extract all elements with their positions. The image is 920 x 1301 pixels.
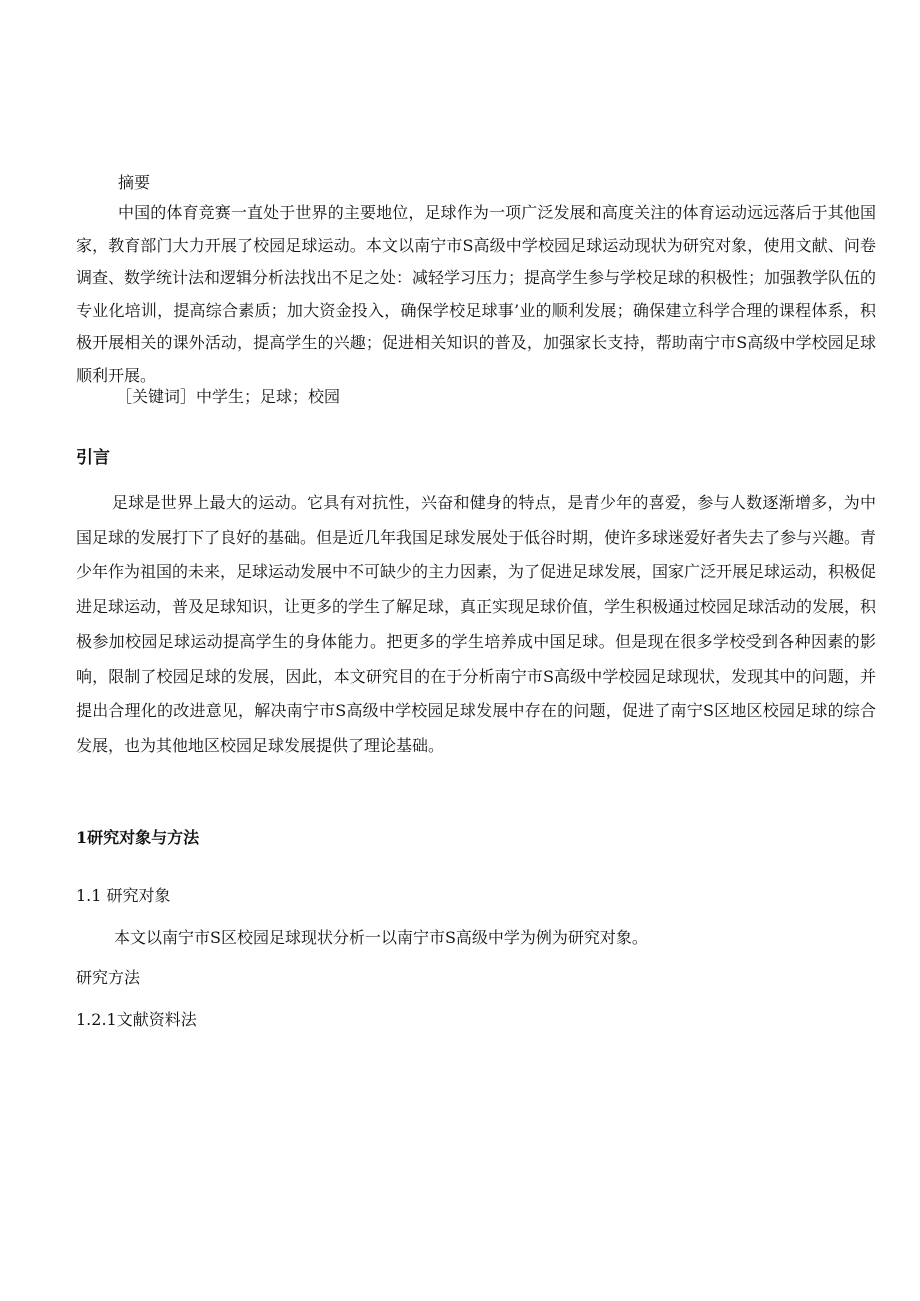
research-object-paragraph: 本文以南宁市S区校园足球现状分析一以南宁市S高级中学为例为研究对象。 [114,928,648,947]
subsection-1-1-heading: 1.1 研究对象 [76,886,171,905]
intro-heading: 引言 [76,448,110,468]
research-method-label: 研究方法 [76,968,141,987]
abstract-title: 摘要 [118,173,151,192]
keywords: ［关键词］中学生；足球；校园 [116,387,341,406]
section-1-heading: 1研究对象与方法 [76,828,200,847]
abstract-body: 中国的体育竞赛一直处于世界的主要地位，足球作为一项广泛发展和高度关注的体育运动远远落后于其他国家，教育部门大力开展了校园足球运动。本文以南宁市S高级中学校园足球运动现状为研究对象，使用文献、问卷调查、数学统计法和逻辑分析法找出不足之处：减轻学习压力；提高学生参与学校足球的积极性；加强教学队伍的专业化培训，提高综合素质；加大资金投入，确保学校足球事’业的顺利发展；确保建立科学合理的课程体系，积极开展相关的课外活动，提高学生的兴趣；促进相关知识的普及，加强家长支持，帮助南宁市S高级中学校园足球顺利开展。 [76,203,877,385]
intro-body: 足球是世界上最大的运动。它具有对抗性，兴奋和健身的特点，是青少年的喜爱，参与人数逐渐增多，为中国足球的发展打下了良好的基础。但是近几年我国足球发展处于低谷时期，使许多球迷爱好者失去了参与兴趣。青少年作为祖国的未来，足球运动发展中不可缺少的主力因素，为了促进足球发展，国家广泛开展足球运动，积极促进足球运动，普及足球知识，让更多的学生了解足球，真正实现足球价值，学生积极通过校园足球活动的发展，积极参加校园足球运动提高学生的身体能力。把更多的学生培养成中国足球。但是现在很多学校受到各种因素的影响，限制了校园足球的发展，因此，本文研究目的在于分析南宁市S高级中学校园足球现状，发现其中的问题，并提出合理化的改进意见，解决南宁市S高级中学校园足球发展中存在的问题，促进了南宁S区地区校园足球的综合发展，也为其他地区校园足球发展提供了理论基础。 [76,493,877,755]
subsection-1-2-1-heading: 1.2.1文献资料法 [76,1010,197,1029]
